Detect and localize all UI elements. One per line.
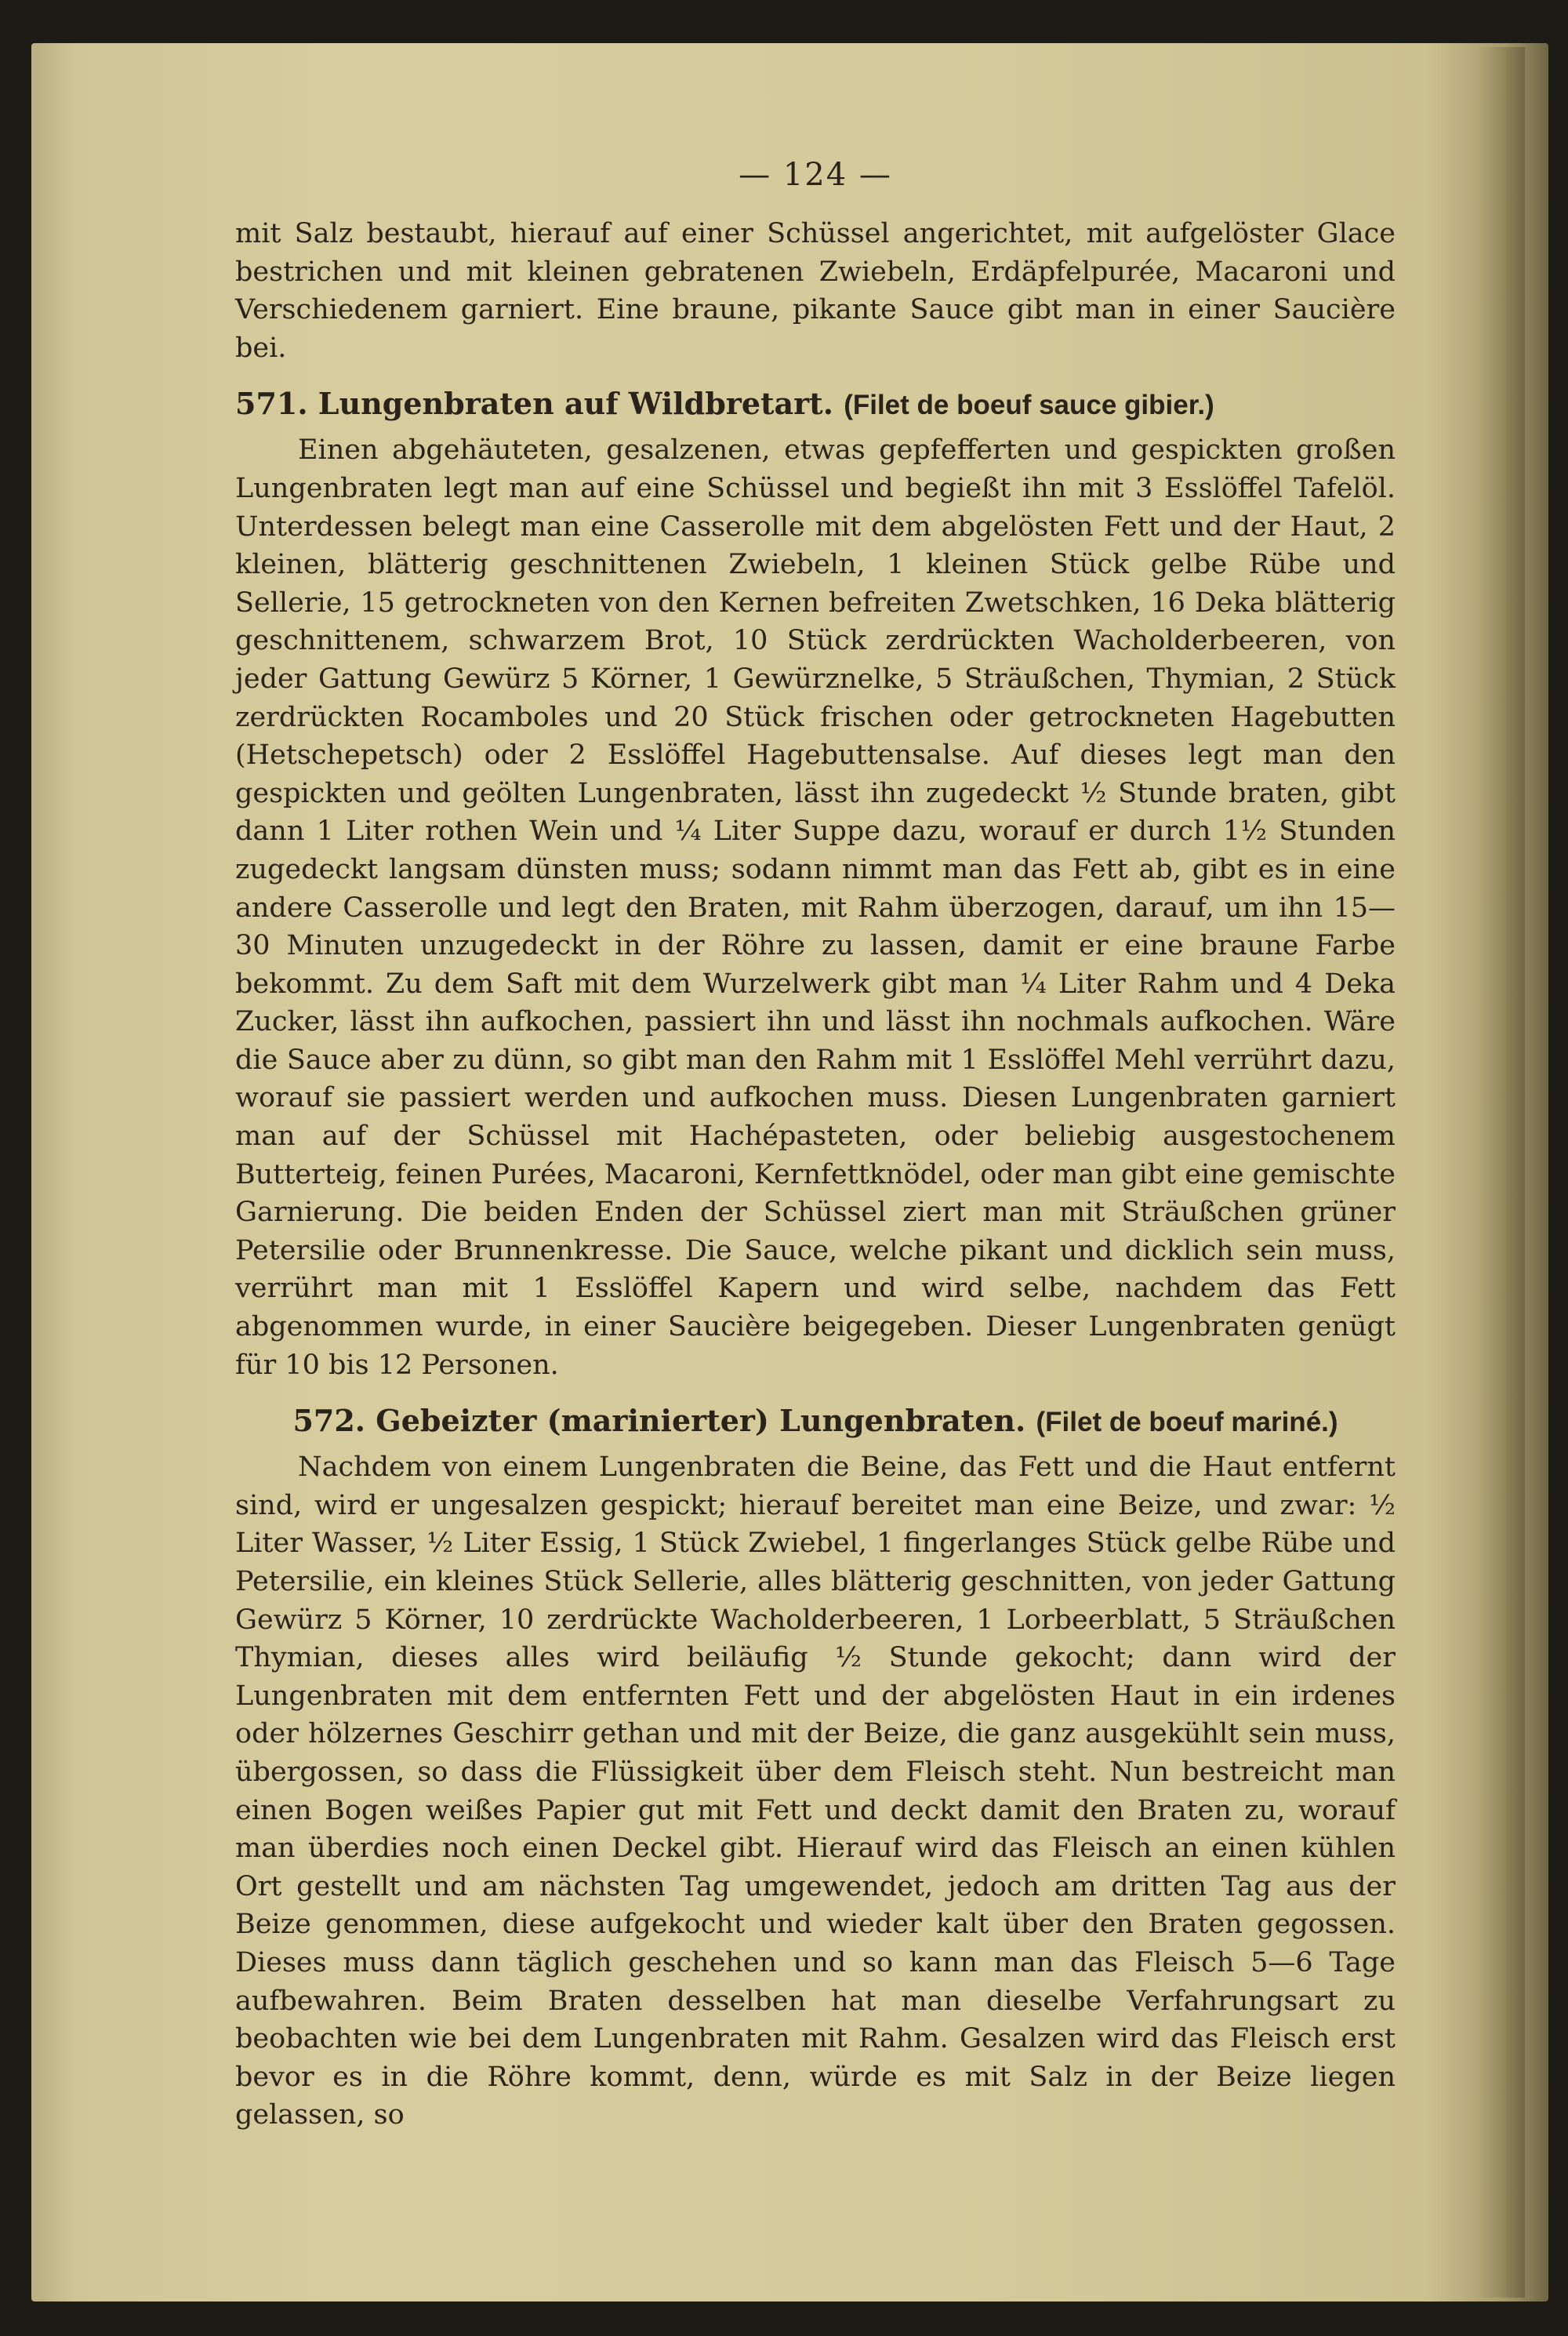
recipe-number: 571. [235, 386, 308, 422]
recipe-french-title: (Filet de boeuf sauce gibier.) [844, 390, 1214, 421]
recipe-heading-572 [235, 1401, 1396, 1442]
page-number: — 124 — [739, 157, 892, 193]
recipe-french-title: (Filet de boeuf mariné.) [1036, 1407, 1338, 1438]
recipe-title: Lungenbraten auf Wildbretart. [318, 386, 833, 422]
recipe-heading-571 [235, 384, 1396, 425]
recipe-title: Gebeizter (marinierter) Lungenbraten. [376, 1403, 1026, 1439]
intro-paragraph: mit Salz bestaubt, hierauf auf einer Schüssel angerichtet, mit aufgelöster Glace bestrichen und mit kleinen gebratenen Zwiebeln, Erdäpfelpurée, Macaroni und Verschiedenem garniert. Eine braune, pikante Sauce gibt man in einer Saucière bei. [235, 218, 1396, 364]
page-text-block [235, 157, 1396, 2134]
recipe-body-571: Einen abgehäuteten, gesalzenen, etwas gepfefferten und gespickten großen Lungenbraten legt man auf eine Schüssel und begießt ihn mit 3 Esslöffel Tafelöl. Unterdessen belegt man eine Casserolle mit dem abgelösten Fett und der Haut, 2 kleinen, blätterig geschnittenen Zwiebeln, 1 kleinen Stück gelbe Rübe und Sellerie, 15 getrockneten von den Kernen befreiten Zwetschken, 16 Deka blätterig geschnittenem, schwarzem Brot, 10 Stück zerdrückten Wacholderbeeren, von jeder Gattung Gewürz 5 Körner, 1 Gewürznelke, 5 Sträußchen, Thymian, 2 Stück zerdrückten Rocamboles und 20 Stück frischen oder getrockneten Hagebutten (Hetschepetsch) oder 2 Esslöffel Hagebuttensalse. Auf dieses legt man den gespickten und geölten Lungenbraten, lässt ihn zugedeckt ½ Stunde braten, gibt dann 1 Liter rothen Wein und ¼ Liter Suppe dazu, worauf er durch 1½ Stunden zugedeckt langsam dünsten muss; sodann nimmt man das Fett ab, gibt es in eine andere Casserolle und legt den Braten, mit Rahm überzogen, darauf, um ihn 15—30 Minuten unzugedeckt in der Röhre zu lassen, damit er eine braune Farbe bekommt. Zu dem Saft mit dem Wurzelwerk gibt man ¼ Liter Rahm und 4 Deka Zucker, lässt ihn aufkochen, passiert ihn und lässt ihn nochmals aufkochen. Wäre die Sauce aber zu dünn, so gibt man den Rahm mit 1 Esslöffel Mehl verrührt dazu, worauf sie passiert werden und aufkochen muss. Diesen Lungenbraten garniert man auf der Schüssel mit Hachépasteten, oder beliebig ausgestochenem Butterteig, feinen Purées, Macaroni, Kernfettknödel, oder man gibt eine gemischte Garnierung. Die beiden Enden der Schüssel ziert man mit Sträußchen grüner Petersilie oder Brunnenkresse. Die Sauce, welche pikant und dicklich sein muss, verrührt man mit 1 Esslöffel Kapern und wird selbe, nachdem das Fett abgenommen wurde, in einer Saucière beigegeben. Dieser Lungenbraten genügt für 10 bis 12 Personen. [235, 434, 1396, 1381]
recipe-body-572: Nachdem von einem Lungenbraten die Beine, das Fett und die Haut entfernt sind, wird er ungesalzen gespickt; hierauf bereitet man eine Beize, und zwar: ½ Liter Wasser, ½ Liter Essig, 1 Stück Zwiebel, 1 fingerlanges Stück gelbe Rübe und Petersilie, ein kleines Stück Sellerie, alles blätterig geschnitten, von jeder Gattung Gewürz 5 Körner, 10 zerdrückte Wacholderbeeren, 1 Lorbeerblatt, 5 Sträußchen Thymian, dieses alles wird beiläufig ½ Stunde gekocht; dann wird der Lungenbraten mit dem entfernten Fett und der abgelösten Haut in ein irdenes oder hölzernes Geschirr gethan und mit der Beize, die ganz ausgekühlt sein muss, übergossen, so dass die Flüssigkeit über dem Fleisch steht. Nun bestreicht man einen Bogen weißes Papier gut mit Fett und deckt damit den Braten zu, worauf man überdies noch einen Deckel gibt. Hierauf wird das Fleisch an einen kühlen Ort gestellt und am nächsten Tag umgewendet, jedoch am dritten Tag aus der Beize genommen, diese aufgekocht und wieder kalt über den Braten gegossen. Dieses muss dann täglich geschehen und so kann man das Fleisch 5—6 Tage aufbewahren. Beim Braten desselben hat man dieselbe Verfahrungsart zu beobachten wie bei dem Lungenbraten mit Rahm. Gesalzen wird das Fleisch erst bevor es in die Röhre kommt, denn, würde es mit Salz in der Beize liegen gelassen, so [235, 1451, 1396, 2131]
recipe-number: 572. [292, 1403, 366, 1439]
page-edge-shadow [1478, 47, 1525, 2298]
